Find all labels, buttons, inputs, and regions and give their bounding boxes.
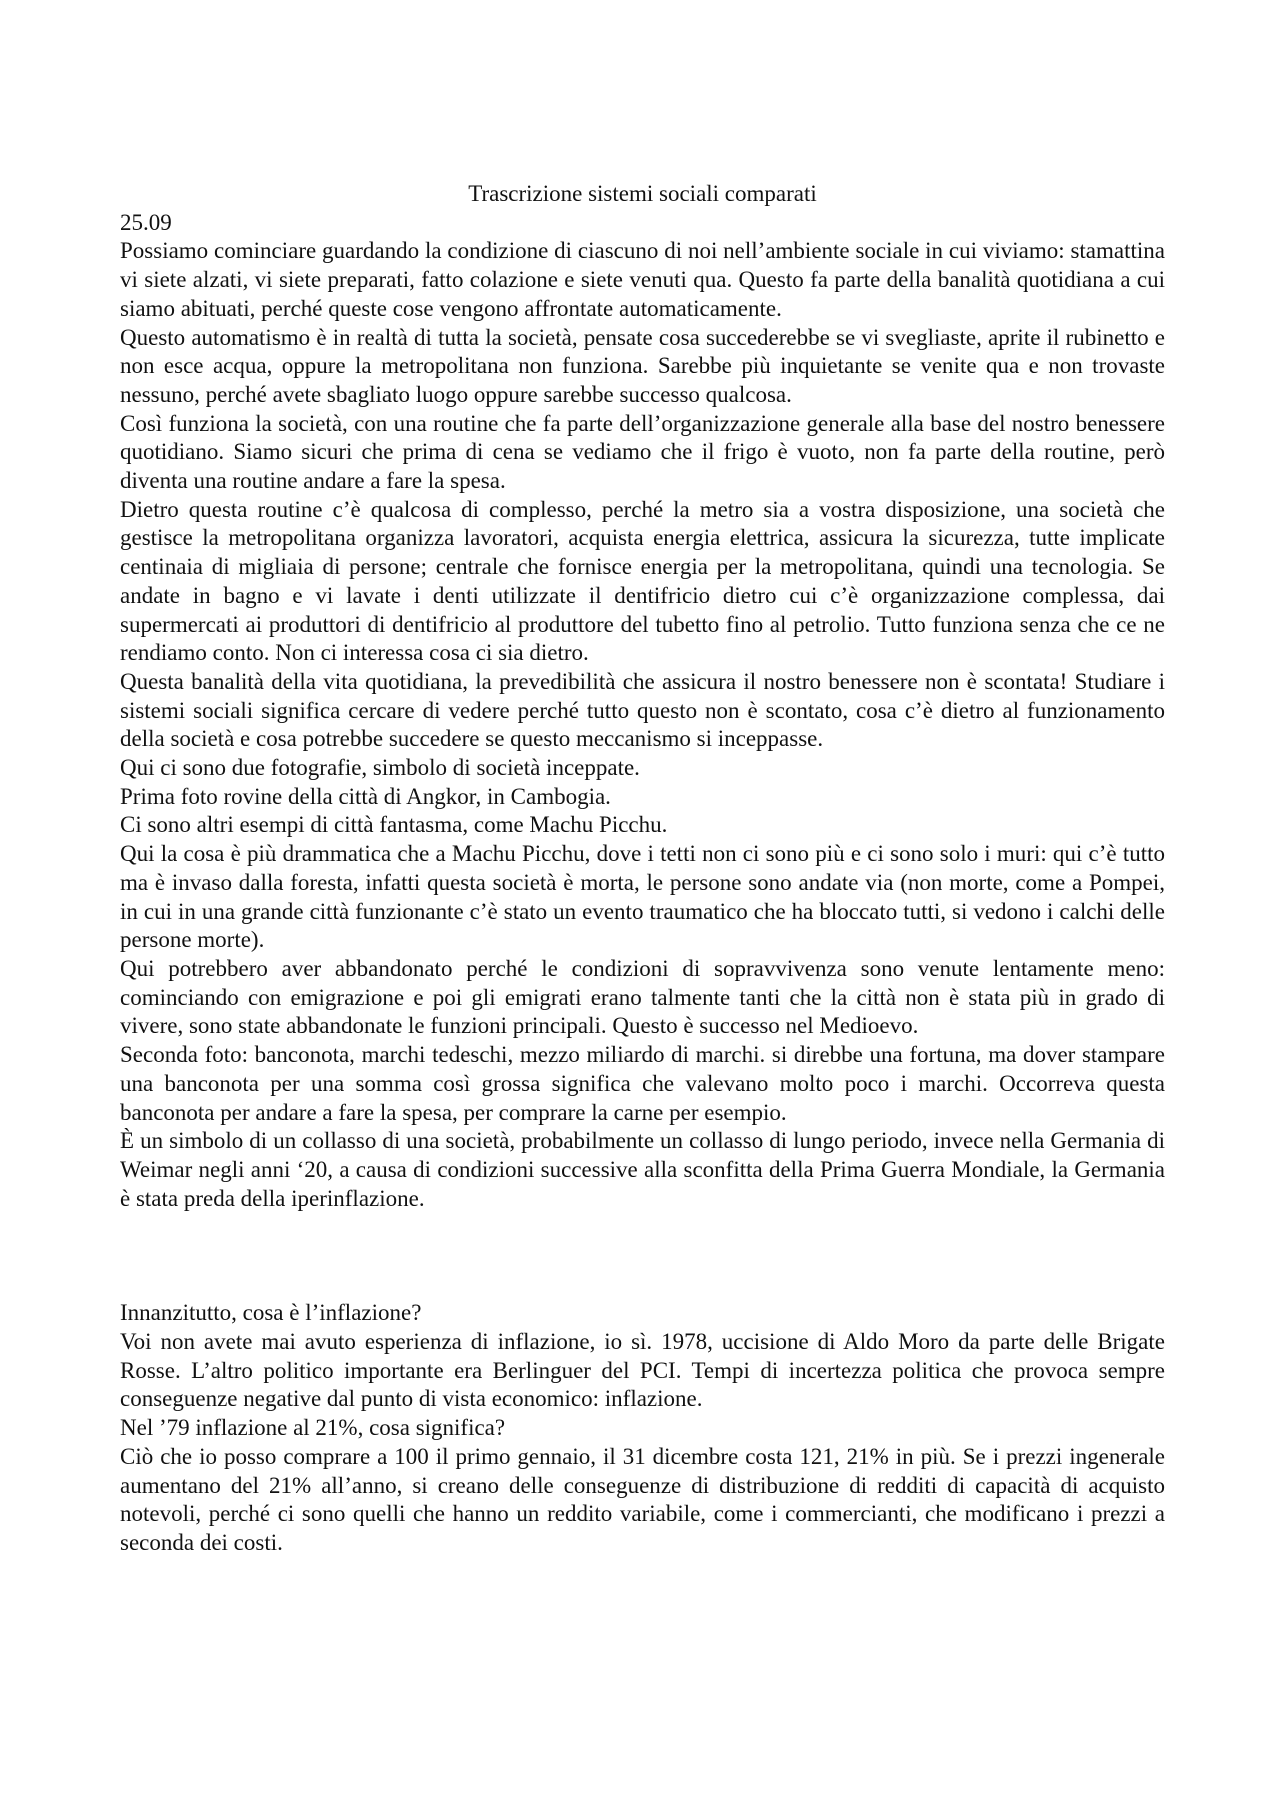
paragraph: Qui ci sono due fotografie, simbolo di società inceppate.: [120, 755, 640, 781]
paragraph: Questa banalità della vita quotidiana, la prevedibilità che assicura il nostro benessere non è scontata! Studiare i sistemi sociali significa cercare di vedere perché tutto questo non è scontato, cosa c’è dietro al funzionamento della società e cosa potrebbe succedere se questo meccanismo si inceppasse.: [120, 668, 1165, 752]
paragraph: Così funziona la società, con una routine che fa parte dell’organizzazione generale alla base del nostro benessere quotidiano. Siamo sicuri che prima di cena se vediamo che il frigo è vuoto, non fa parte della routine, però diventa una routine andare a fare la spesa.: [120, 410, 1165, 494]
paragraph: Prima foto rovine della città di Angkor, in Cambogia.: [120, 783, 611, 809]
section-one: [120, 237, 1165, 1213]
paragraph: Questo automatismo è in realtà di tutta la società, pensate cosa succederebbe se vi svegliaste, aprite il rubinetto e non esce acqua, oppure la metropolitana non funziona. Sarebbe più inquietante se venite qua e non trovaste nessuno, perché avete sbagliato luogo oppure sarebbe successo qualcosa.: [120, 324, 1165, 407]
section-gap: [120, 1213, 1165, 1299]
paragraph: Ciò che io posso comprare a 100 il primo gennaio, il 31 dicembre costa 121, 21% in più. Se i prezzi ingenerale aumentano del 21% all’anno, si creano delle conseguenze di distribuzione di redditi di capacità di acquisto notevoli, perché ci sono quelli che hanno un reddito variabile, come i commercianti, che modificano i prezzi a seconda dei costi.: [120, 1443, 1165, 1555]
document-title: Trascrizione sistemi sociali comparati: [468, 181, 817, 206]
paragraph: Possiamo cominciare guardando la condizione di ciascuno di noi nell’ambiente sociale in cui viviamo: stamattina vi siete alzati, vi siete preparati, fatto colazione e siete venuti qua. Questo fa parte della banalità quotidiana a cui siamo abituati, perché queste cose vengono affrontate automaticamente.: [120, 238, 1165, 321]
paragraph: Nel ’79 inflazione al 21%, cosa significa?: [120, 1415, 506, 1441]
document-date: 25.09: [120, 209, 172, 235]
paragraph: Seconda foto: banconota, marchi tedeschi, mezzo miliardo di marchi. si direbbe una fortuna, ma dover stampare una banconota per una somma così grossa significa che valevano molto poco i marchi. Occorreva questa banconota per andare a fare la spesa, per comprare la carne per esempio.: [120, 1042, 1165, 1125]
section-two: [120, 1299, 1165, 1557]
paragraph: È un simbolo di un collasso di una società, probabilmente un collasso di lungo periodo, invece nella Germania di Weimar negli anni ‘20, a causa di condizioni successive alla sconfitta della Prima Guerra Mondiale, la Germania è stata preda della iperinflazione.: [120, 1128, 1165, 1211]
document-page: [120, 180, 1165, 1558]
paragraph: Dietro questa routine c’è qualcosa di complesso, perché la metro sia a vostra disposizione, una società che gestisce la metropolitana organizza lavoratori, acquista energia elettrica, assicura la sicurezza, tutte implicate centinaia di migliaia di persone; centrale che fornisce energia per la metropolitana, quindi una tecnologia. Se andate in bagno e vi lavate i denti utilizzate il dentifricio dietro cui c’è organizzazione complessa, dai supermercati ai produttori di dentifricio al produttore del tubetto fino al petrolio. Tutto funziona senza che ce ne rendiamo conto. Non ci interessa cosa ci sia dietro.: [120, 496, 1165, 666]
paragraph: Innanzitutto, cosa è l’inflazione?: [120, 1300, 422, 1326]
paragraph: Qui potrebbero aver abbandonato perché le condizioni di sopravvivenza sono venute lentamente meno: cominciando con emigrazione e poi gli emigrati erano talmente tanti che la città non è stata più in grado di vivere, sono state abbandonate le funzioni principali. Questo è successo nel Medioevo.: [120, 955, 1165, 1039]
paragraph: Voi non avete mai avuto esperienza di inflazione, io sì. 1978, uccisione di Aldo Moro da parte delle Brigate Rosse. L’altro politico importante era Berlinguer del PCI. Tempi di incertezza politica che provoca sempre conseguenze negative dal punto di vista economico: inflazione.: [120, 1329, 1165, 1412]
paragraph: Ci sono altri esempi di città fantasma, come Machu Picchu.: [120, 812, 668, 838]
paragraph: Qui la cosa è più drammatica che a Machu Picchu, dove i tetti non ci sono più e ci sono solo i muri: qui c’è tutto ma è invaso dalla foresta, infatti questa società è morta, le persone sono andate via (non morte, come a Pompei, in cui in una grande città funzionante c’è stato un evento traumatico che ha bloccato tutti, si vedono i calchi delle persone morte).: [120, 841, 1165, 953]
